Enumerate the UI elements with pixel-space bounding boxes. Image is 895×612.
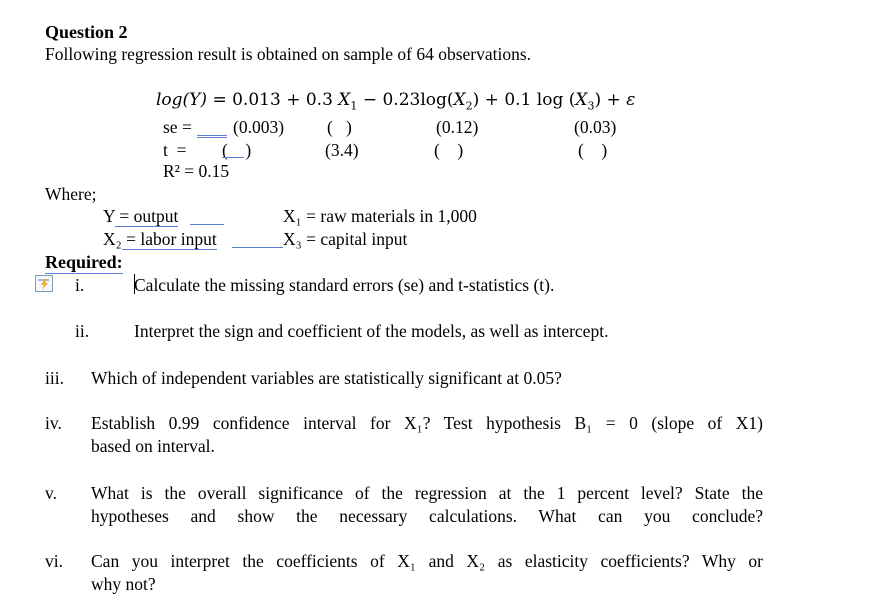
question-intro: Following regression result is obtained on sample of 64 observations. (45, 44, 532, 64)
eq-lhs: log(Y) (156, 90, 208, 110)
se-label: se = (163, 117, 192, 137)
eq-b3: 0.1 (504, 90, 532, 110)
def-x1: X₁ = raw materials in 1,000 (283, 206, 477, 226)
eq-b0: 0.013 (232, 90, 281, 110)
eq-x1: X (338, 90, 351, 110)
eq-log-x2-close: ) (472, 90, 480, 110)
eq-x3: X (575, 90, 588, 110)
t-blank-underline (222, 140, 244, 158)
eq-plus-3: + (606, 90, 621, 110)
eq-log-x3-close: ) (594, 90, 602, 110)
t-label: t = (163, 140, 187, 160)
autocorrect-lightning-icon[interactable] (35, 275, 53, 292)
item-i-number: i. (75, 275, 85, 295)
t-value-b0: ( ) (222, 140, 252, 160)
def-x3: X₃ = capital input (283, 229, 408, 249)
item-v-number: v. (45, 483, 57, 503)
item-v-line1: What is the overall significance of the regression at the 1 percent level? State the (91, 483, 763, 503)
def-y-underline (190, 206, 224, 225)
def-y: Y = output (103, 206, 179, 226)
required-label: Required: (45, 252, 123, 272)
se-value-b0: (0.003) (233, 117, 285, 137)
item-vi-line1: Can you interpret the coefficients of X₁ and X₂ as elasticity coefficients? Why or (91, 551, 763, 571)
item-iv-line2: based on interval. (91, 436, 215, 456)
eq-b2: 0.23 (382, 90, 421, 110)
eq-x2-sub: 2 (465, 99, 473, 113)
item-iv-line1: Establish 0.99 confidence interval for X₁? Test hypothesis B₁ = 0 (slope of X1) (91, 413, 763, 433)
r-squared: R² = 0.15 (163, 161, 230, 181)
regression-equation (156, 91, 635, 113)
item-i-text: Calculate the missing standard errors (se) and t-statistics (t). (134, 275, 555, 295)
eq-minus: − (362, 90, 378, 110)
item-vi-line2: why not? (91, 574, 156, 594)
item-ii-number: ii. (75, 321, 90, 341)
se-value-b2: (0.12) (436, 117, 479, 137)
t-value-b3: ( ) (578, 140, 608, 160)
se-value-b3: (0.03) (574, 117, 617, 137)
item-v-line2: hypotheses and show the necessary calculations. What can you conclude? (91, 506, 763, 526)
eq-x3-sub: 3 (587, 99, 595, 113)
se-blank-underline (197, 117, 227, 138)
eq-plus-1: + (286, 90, 301, 110)
eq-b1: 0.3 (305, 90, 333, 110)
eq-x2: X (453, 90, 466, 110)
t-value-b1: (3.4) (325, 140, 359, 160)
eq-log-x2-open: log( (420, 90, 454, 110)
eq-log-x3-open: log ( (536, 90, 576, 110)
eq-error-term: ε (626, 90, 636, 110)
eq-equals: = (212, 90, 227, 110)
item-vi-number: vi. (45, 551, 63, 571)
where-label: Where; (45, 184, 97, 204)
t-value-b2: ( ) (434, 140, 464, 160)
eq-plus-2: + (484, 90, 499, 110)
eq-x1-sub: 1 (350, 99, 358, 113)
item-iv-number: iv. (45, 413, 62, 433)
def-x2: X₂ = labor input (103, 229, 217, 249)
def-x2-underline (232, 229, 283, 248)
question-title: Question 2 (45, 22, 128, 42)
item-ii-text: Interpret the sign and coefficient of the models, as well as intercept. (134, 321, 609, 341)
item-iii-text: Which of independent variables are statistically significant at 0.05? (91, 368, 562, 388)
se-value-b1: ( ) (327, 117, 352, 137)
item-iii-number: iii. (45, 368, 64, 388)
